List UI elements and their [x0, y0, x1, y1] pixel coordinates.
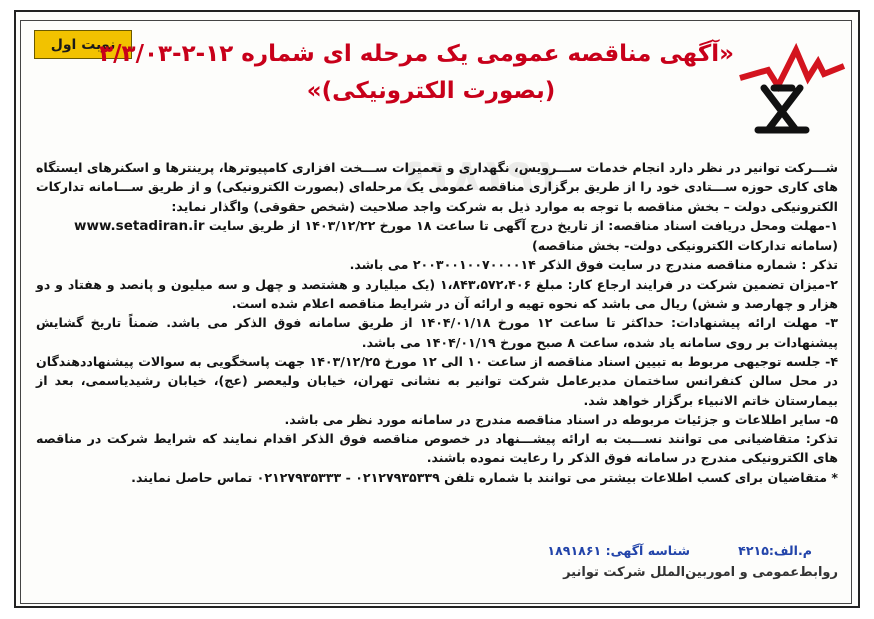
item-3: ۳- مهلت ارائه پیشنهادات: حداکثر تا ساعت ۱۲ مورخ ۱۴۰۴/۰۱/۱۸ از طریق سامانه فوق الذکر می باشد. ضمناً تاریخ گشایش پیشنهادات بر روی سامانه یاد شده، ساعت ۸ صبح مورخ ۱۴۰۴/۰۱/۱۹ می باشد.	[36, 315, 838, 350]
item-2: ۲-میزان تضمین شرکت در فرایند ارجاع کار: مبلغ ۱،۸۴۳،۵۷۲،۴۰۶ (یک میلیارد و هشتصد و چهل و سه میلیون و پانصد و هفتاد و دو هزار و چهارصد و شش) ریال می باشد که نحوه تهیه و ارائه آن در شرایط مناقصه اعلام شده است.	[36, 276, 838, 312]
title-line-1: «آگهی مناقصه عمومی یک مرحله ای شماره ۱۲-۲-۳/۳/۰۳	[99, 41, 734, 67]
item-4: ۴- جلسه توجیهی مربوط به تبیین اسناد مناقصه از ساعت ۱۰ الی ۱۲ مورخ ۱۴۰۳/۱۲/۲۵ جهت پاسخگویی به سوالات پیشنهاددهندگان در محل سالن کنفرانس ساختمان مدیرعامل شرکت توانیر به نشانی تهران، خیابان ولیعصر (عج)، خیابان رشیدیاسمی، بعد از بیمارستان خاتم الانبیاء برگزار خواهد شد.	[36, 353, 839, 408]
notice-body	[36, 158, 838, 487]
reference-number: م.الف:۴۲۱۵	[738, 543, 812, 558]
item-1	[36, 216, 838, 236]
contact-line: * متقاضیان برای کسب اطلاعات بیشتر می توانند با شماره تلفن ۰۲۱۲۷۹۳۵۳۳۹ - ۰۲۱۲۷۹۳۵۳۳۳ تماس حاصل نمایند.	[131, 469, 838, 485]
logo-lightning-icon	[740, 50, 844, 86]
setadiran-link[interactable]: www.setadiran.ir	[74, 217, 205, 234]
title-line-2: (بصورت الکترونیکی)»	[306, 78, 556, 104]
publisher-signature: روابط‌عمومی و اموربین‌الملل شرکت توانیر	[563, 565, 838, 580]
notice-title	[99, 36, 734, 110]
intro-paragraph: شـــرکت توانیر در نظر دارد انجام خدمات ســـرویس، نگهداری و تعمیرات ســـخت افزاری کامپیوترها، پرینترها و اسکنرهای ایستگاه های کاری حوزه ســـتادی خود را از طریق برگزاری مناقصه عمومی یک مرحله‌ای (بصورت الکترونیکی) و از طریق ســـامانه تدارکات الکترونیکی دولت – بخش مناقصه با توجه به موارد ذیل به شرکت واجد صلاحیت (شخص حقوقی) واگذار نماید:	[36, 160, 838, 214]
item-1-tail: (سامانه تدارکات الکترونیکی دولت- بخش مناقصه)	[532, 238, 838, 254]
tavanir-logo	[734, 26, 850, 138]
logo-tower-icon	[758, 88, 806, 130]
first-run-badge: نوبت اول	[34, 30, 132, 59]
item-1-text: ۱-مهلت ومحل دریافت اسناد مناقصه: از تاریخ درج آگهی تا ساعت ۱۸ مورخ ۱۴۰۳/۱۲/۲۲ از طریق سایت	[208, 217, 838, 233]
item-5: ۵- سایر اطلاعات و جزئیات مربوطه در اسناد مناقصه مندرج در سامانه مورد نظر می باشد.	[284, 411, 838, 427]
note-1: تذکر : شماره مناقصه مندرج در سایت فوق الذکر ۲۰۰۳۰۰۱۰۰۷۰۰۰۰۱۴ می باشد.	[349, 257, 838, 273]
watermark-number: ۶۱۸۱۹۱	[399, 150, 561, 201]
note-2: تذکر: متقاضیانی می توانند نســـبت به ارائه پیشـــنهاد در خصوص مناقصه فوق الذکر اقدام نمایند که شرایط شرکت در مناقصه های الکترونیکی مندرج در سامانه فوق الذکر را رعایت نموده باشند.	[36, 431, 838, 466]
ad-id: شناسه آگهی: ۱۸۹۱۸۶۱	[547, 543, 690, 558]
